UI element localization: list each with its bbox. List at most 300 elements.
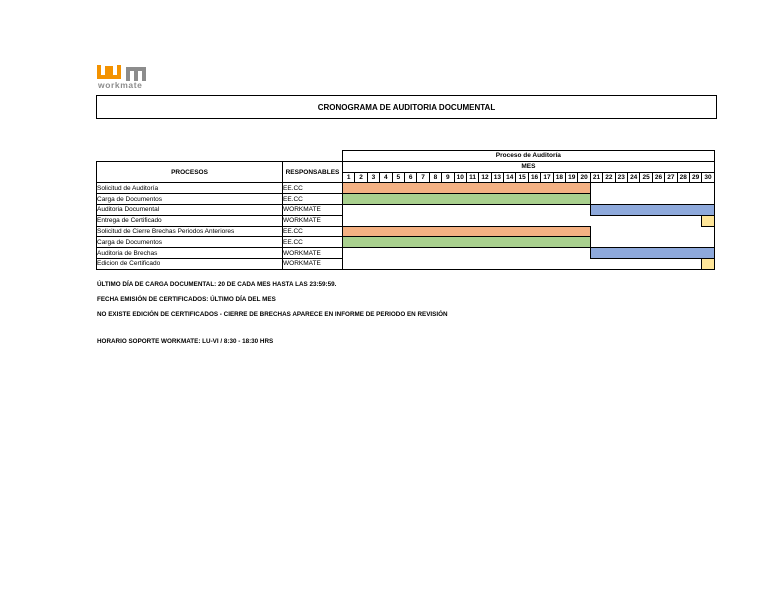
schedule-bar-cell <box>516 183 528 194</box>
schedule-bar-cell <box>343 194 355 205</box>
schedule-empty-cell <box>541 248 553 259</box>
schedule-bar-cell <box>491 183 503 194</box>
schedule-bar-cell <box>615 248 627 259</box>
schedule-empty-cell <box>627 237 639 248</box>
schedule-empty-cell <box>702 194 714 205</box>
schedule-empty-cell <box>566 215 578 226</box>
schedule-empty-cell <box>627 258 639 269</box>
table-row <box>97 194 715 205</box>
schedule-bar-cell <box>442 226 454 237</box>
schedule-empty-cell <box>553 248 565 259</box>
schedule-empty-cell <box>429 204 441 215</box>
schedule-empty-cell <box>404 215 416 226</box>
schedule-bar-cell <box>702 258 714 269</box>
schedule-bar-cell <box>590 204 602 215</box>
day-header: 17 <box>541 172 553 183</box>
schedule-empty-cell <box>528 215 540 226</box>
schedule-empty-cell <box>392 215 404 226</box>
schedule-bar-cell <box>677 204 689 215</box>
schedule-bar-cell <box>702 204 714 215</box>
day-header: 9 <box>442 172 454 183</box>
note-no-edition: NO EXISTE EDICIÓN DE CERTIFICADOS - CIERRE DE BRECHAS APARECE EN INFORME DE PERIODO EN REVISIÓN <box>97 311 448 318</box>
schedule-bar-cell <box>380 183 392 194</box>
schedule-empty-cell <box>528 258 540 269</box>
schedule-empty-cell <box>615 237 627 248</box>
schedule-empty-cell <box>479 204 491 215</box>
schedule-bar-cell <box>504 194 516 205</box>
schedule-bar-cell <box>417 183 429 194</box>
day-header: 12 <box>479 172 491 183</box>
schedule-empty-cell <box>417 204 429 215</box>
schedule-bar-cell <box>392 194 404 205</box>
schedule-empty-cell <box>640 194 652 205</box>
schedule-empty-cell <box>615 258 627 269</box>
schedule-empty-cell <box>528 248 540 259</box>
schedule-bar-cell <box>355 194 367 205</box>
schedule-empty-cell <box>479 248 491 259</box>
schedule-bar-cell <box>367 183 379 194</box>
schedule-empty-cell <box>541 215 553 226</box>
note-last-upload-day: ÚLTIMO DÍA DE CARGA DOCUMENTAL: 20 DE CADA MES HASTA LAS 23:59:59. <box>97 281 337 288</box>
schedule-bar-cell <box>479 226 491 237</box>
process-cell: Auditoria de Brechas <box>97 248 283 259</box>
day-header: 16 <box>528 172 540 183</box>
schedule-empty-cell <box>627 194 639 205</box>
schedule-bar-cell <box>516 237 528 248</box>
day-header: 6 <box>404 172 416 183</box>
schedule-bar-cell <box>566 194 578 205</box>
schedule-empty-cell <box>454 258 466 269</box>
schedule-empty-cell <box>380 258 392 269</box>
schedule-empty-cell <box>516 215 528 226</box>
day-header: 30 <box>702 172 714 183</box>
schedule-bar-cell <box>404 226 416 237</box>
schedule-empty-cell <box>615 215 627 226</box>
schedule-bar-cell <box>355 237 367 248</box>
schedule-empty-cell <box>367 248 379 259</box>
schedule-empty-cell <box>404 248 416 259</box>
day-header: 14 <box>504 172 516 183</box>
schedule-empty-cell <box>578 215 590 226</box>
schedule-empty-cell <box>417 215 429 226</box>
schedule-bar-cell <box>355 226 367 237</box>
schedule-empty-cell <box>615 194 627 205</box>
schedule-empty-cell <box>677 226 689 237</box>
schedule-empty-cell <box>689 194 701 205</box>
day-header: 19 <box>566 172 578 183</box>
schedule-empty-cell <box>590 237 602 248</box>
schedule-bar-cell <box>504 226 516 237</box>
schedule-empty-cell <box>367 258 379 269</box>
day-header: 28 <box>677 172 689 183</box>
schedule-bar-cell <box>491 226 503 237</box>
schedule-bar-cell <box>541 226 553 237</box>
workmate-logo-icon <box>97 62 177 90</box>
schedule-empty-cell <box>491 258 503 269</box>
schedule-empty-cell <box>429 215 441 226</box>
schedule-bar-cell <box>442 194 454 205</box>
schedule-empty-cell <box>380 215 392 226</box>
schedule-bar-cell <box>454 194 466 205</box>
responsible-cell: WORKMATE <box>283 204 343 215</box>
schedule-empty-cell <box>404 258 416 269</box>
schedule-bar-cell <box>504 237 516 248</box>
schedule-empty-cell <box>392 204 404 215</box>
schedule-empty-cell <box>504 248 516 259</box>
table-row <box>97 248 715 259</box>
schedule-bar-cell <box>528 226 540 237</box>
schedule-empty-cell <box>689 226 701 237</box>
note-certificate-date: FECHA EMISIÓN DE CERTIFICADOS: ÚLTIMO DÍA DEL MES <box>97 296 276 303</box>
schedule-bar-cell <box>392 183 404 194</box>
schedule-empty-cell <box>355 248 367 259</box>
schedule-bar-cell <box>442 183 454 194</box>
schedule-bar-cell <box>603 204 615 215</box>
schedule-empty-cell <box>677 215 689 226</box>
schedule-bar-cell <box>417 237 429 248</box>
schedule-empty-cell <box>491 215 503 226</box>
schedule-empty-cell <box>640 226 652 237</box>
schedule-empty-cell <box>516 204 528 215</box>
day-header: 25 <box>640 172 652 183</box>
schedule-empty-cell <box>367 204 379 215</box>
schedule-empty-cell <box>466 215 478 226</box>
schedule-empty-cell <box>479 258 491 269</box>
schedule-empty-cell <box>677 183 689 194</box>
schedule-bar-cell <box>702 215 714 226</box>
schedule-bar-cell <box>553 237 565 248</box>
schedule-bar-cell <box>528 237 540 248</box>
schedule-bar-cell <box>404 237 416 248</box>
schedule-empty-cell <box>689 237 701 248</box>
schedule-empty-cell <box>615 226 627 237</box>
schedule-empty-cell <box>665 237 677 248</box>
schedule-bar-cell <box>566 226 578 237</box>
day-header: 27 <box>665 172 677 183</box>
schedule-empty-cell <box>553 258 565 269</box>
workmate-logo <box>97 62 177 90</box>
schedule-empty-cell <box>627 183 639 194</box>
process-cell: Entrega de Certificado <box>97 215 283 226</box>
schedule-empty-cell <box>652 226 664 237</box>
schedule-empty-cell <box>442 204 454 215</box>
day-header: 1 <box>343 172 355 183</box>
table-row <box>97 258 715 269</box>
schedule-empty-cell <box>640 258 652 269</box>
schedule-empty-cell <box>566 258 578 269</box>
schedule-empty-cell <box>590 215 602 226</box>
schedule-empty-cell <box>603 194 615 205</box>
schedule-bar-cell <box>380 226 392 237</box>
schedule-empty-cell <box>343 258 355 269</box>
schedule-bar-cell <box>627 248 639 259</box>
schedule-bar-cell <box>466 183 478 194</box>
schedule-bar-cell <box>429 194 441 205</box>
schedule-bar-cell <box>528 183 540 194</box>
schedule-bar-cell <box>553 183 565 194</box>
schedule-bar-cell <box>380 194 392 205</box>
schedule-bar-cell <box>417 194 429 205</box>
schedule-bar-cell <box>665 248 677 259</box>
schedule-empty-cell <box>702 226 714 237</box>
schedule-empty-cell <box>367 215 379 226</box>
schedule-empty-cell <box>541 258 553 269</box>
schedule-bar-cell <box>466 226 478 237</box>
schedule-bar-cell <box>689 248 701 259</box>
schedule-bar-cell <box>429 226 441 237</box>
schedule-bar-cell <box>417 226 429 237</box>
schedule-empty-cell <box>516 248 528 259</box>
day-header: 7 <box>417 172 429 183</box>
schedule-empty-cell <box>392 248 404 259</box>
schedule-empty-cell <box>652 183 664 194</box>
schedule-bar-cell <box>343 237 355 248</box>
schedule-bar-cell <box>392 226 404 237</box>
schedule-empty-cell <box>442 248 454 259</box>
day-header: 22 <box>603 172 615 183</box>
schedule-bar-cell <box>479 183 491 194</box>
schedule-bar-cell <box>615 204 627 215</box>
responsible-cell: WORKMATE <box>283 248 343 259</box>
schedule-empty-cell <box>566 204 578 215</box>
schedule-empty-cell <box>590 226 602 237</box>
schedule-empty-cell <box>553 204 565 215</box>
schedule-empty-cell <box>454 248 466 259</box>
table-row <box>97 215 715 226</box>
schedule-bar-cell <box>491 237 503 248</box>
schedule-empty-cell <box>665 226 677 237</box>
schedule-empty-cell <box>652 194 664 205</box>
schedule-empty-cell <box>429 248 441 259</box>
schedule-empty-cell <box>627 226 639 237</box>
schedule-empty-cell <box>355 204 367 215</box>
schedule-bar-cell <box>404 194 416 205</box>
responsible-cell: WORKMATE <box>283 215 343 226</box>
svg-text:workmate: workmate <box>98 80 143 90</box>
day-header: 8 <box>429 172 441 183</box>
schedule-empty-cell <box>491 204 503 215</box>
table-row <box>97 237 715 248</box>
schedule-bar-cell <box>367 226 379 237</box>
schedule-bar-cell <box>541 237 553 248</box>
schedule-bar-cell <box>590 248 602 259</box>
schedule-empty-cell <box>665 215 677 226</box>
schedule-bar-cell <box>566 183 578 194</box>
schedule-bar-cell <box>516 194 528 205</box>
schedule-bar-cell <box>541 194 553 205</box>
schedule-empty-cell <box>640 183 652 194</box>
schedule-empty-cell <box>466 248 478 259</box>
schedule-bar-cell <box>689 204 701 215</box>
schedule-empty-cell <box>603 215 615 226</box>
schedule-empty-cell <box>689 258 701 269</box>
schedule-bar-cell <box>343 226 355 237</box>
schedule-bar-cell <box>665 204 677 215</box>
responsible-cell: EE.CC <box>283 226 343 237</box>
day-header: 26 <box>652 172 664 183</box>
schedule-bar-cell <box>553 226 565 237</box>
schedule-empty-cell <box>702 237 714 248</box>
schedule-empty-cell <box>466 258 478 269</box>
schedule-empty-cell <box>380 248 392 259</box>
schedule-empty-cell <box>454 215 466 226</box>
schedule-bar-cell <box>367 194 379 205</box>
schedule-bar-cell <box>479 194 491 205</box>
column-header-processes: PROCESOS <box>97 161 283 183</box>
schedule-empty-cell <box>466 204 478 215</box>
schedule-bar-cell <box>652 204 664 215</box>
month-header: MES <box>343 161 715 172</box>
schedule-empty-cell <box>603 237 615 248</box>
schedule-empty-cell <box>665 183 677 194</box>
schedule-bar-cell <box>541 183 553 194</box>
schedule-bar-cell <box>429 237 441 248</box>
schedule-bar-cell <box>442 237 454 248</box>
day-header: 2 <box>355 172 367 183</box>
group-header: Proceso de Auditoría <box>343 151 715 162</box>
schedule-empty-cell <box>454 204 466 215</box>
schedule-empty-cell <box>553 215 565 226</box>
schedule-empty-cell <box>702 183 714 194</box>
schedule-bar-cell <box>466 194 478 205</box>
schedule-empty-cell <box>590 194 602 205</box>
schedule-bar-cell <box>479 237 491 248</box>
schedule-empty-cell <box>652 215 664 226</box>
schedule-bar-cell <box>553 194 565 205</box>
schedule-empty-cell <box>590 258 602 269</box>
schedule-bar-cell <box>640 248 652 259</box>
schedule-bar-cell <box>578 226 590 237</box>
schedule-empty-cell <box>417 258 429 269</box>
schedule-empty-cell <box>652 258 664 269</box>
schedule-empty-cell <box>504 258 516 269</box>
schedule-empty-cell <box>640 215 652 226</box>
day-header: 11 <box>466 172 478 183</box>
schedule-bar-cell <box>640 204 652 215</box>
day-header: 5 <box>392 172 404 183</box>
schedule-empty-cell <box>343 215 355 226</box>
day-header: 18 <box>553 172 565 183</box>
responsible-cell: EE.CC <box>283 194 343 205</box>
schedule-bar-cell <box>454 183 466 194</box>
schedule-bar-cell <box>627 204 639 215</box>
schedule-empty-cell <box>491 248 503 259</box>
schedule-empty-cell <box>429 258 441 269</box>
schedule-bar-cell <box>404 183 416 194</box>
schedule-bar-cell <box>466 237 478 248</box>
schedule-empty-cell <box>516 258 528 269</box>
column-header-responsibles: RESPONSABLES <box>283 161 343 183</box>
schedule-empty-cell <box>603 183 615 194</box>
schedule-empty-cell <box>689 215 701 226</box>
schedule-empty-cell <box>652 237 664 248</box>
schedule-empty-cell <box>590 183 602 194</box>
schedule-bar-cell <box>491 194 503 205</box>
schedule-empty-cell <box>442 258 454 269</box>
schedule-bar-cell <box>429 183 441 194</box>
schedule-bar-cell <box>504 183 516 194</box>
responsible-cell: EE.CC <box>283 183 343 194</box>
schedule-empty-cell <box>578 204 590 215</box>
schedule-empty-cell <box>603 258 615 269</box>
schedule-empty-cell <box>665 194 677 205</box>
day-header: 13 <box>491 172 503 183</box>
process-cell: Carga de Documentos <box>97 237 283 248</box>
schedule-empty-cell <box>578 248 590 259</box>
table-row <box>97 183 715 194</box>
schedule-table <box>96 150 715 270</box>
schedule-empty-cell <box>677 194 689 205</box>
table-row <box>97 204 715 215</box>
day-header: 23 <box>615 172 627 183</box>
process-cell: Edicion de Certificado <box>97 258 283 269</box>
schedule-bar-cell <box>392 237 404 248</box>
day-header: 10 <box>454 172 466 183</box>
schedule-bar-cell <box>702 248 714 259</box>
schedule-bar-cell <box>454 237 466 248</box>
schedule-bar-cell <box>528 194 540 205</box>
schedule-bar-cell <box>343 183 355 194</box>
schedule-empty-cell <box>578 258 590 269</box>
schedule-empty-cell <box>343 204 355 215</box>
schedule-bar-cell <box>578 183 590 194</box>
schedule-bar-cell <box>652 248 664 259</box>
schedule-bar-cell <box>603 248 615 259</box>
day-header: 29 <box>689 172 701 183</box>
schedule-empty-cell <box>404 204 416 215</box>
day-header: 20 <box>578 172 590 183</box>
schedule-empty-cell <box>615 183 627 194</box>
schedule-bar-cell <box>578 194 590 205</box>
schedule-empty-cell <box>380 204 392 215</box>
note-support-hours: HORARIO SOPORTE WORKMATE: LU-VI / 8:30 - 18:30 HRS <box>97 338 274 345</box>
schedule-bar-cell <box>355 183 367 194</box>
schedule-empty-cell <box>355 258 367 269</box>
schedule-empty-cell <box>528 204 540 215</box>
responsible-cell: WORKMATE <box>283 258 343 269</box>
schedule-bar-cell <box>677 248 689 259</box>
process-cell: Carga de Documentos <box>97 194 283 205</box>
schedule-empty-cell <box>479 215 491 226</box>
schedule-empty-cell <box>677 237 689 248</box>
schedule-empty-cell <box>343 248 355 259</box>
schedule-empty-cell <box>541 204 553 215</box>
schedule-empty-cell <box>566 248 578 259</box>
schedule-empty-cell <box>355 215 367 226</box>
schedule-bar-cell <box>566 237 578 248</box>
schedule-empty-cell <box>417 248 429 259</box>
schedule-empty-cell <box>442 215 454 226</box>
schedule-bar-cell <box>578 237 590 248</box>
day-header: 21 <box>590 172 602 183</box>
responsible-cell: EE.CC <box>283 237 343 248</box>
document-title: CRONOGRAMA DE AUDITORIA DOCUMENTAL <box>96 95 717 119</box>
process-cell: Solicitud de Auditoría <box>97 183 283 194</box>
day-header: 3 <box>367 172 379 183</box>
schedule-empty-cell <box>627 215 639 226</box>
schedule-empty-cell <box>603 226 615 237</box>
schedule-bar-cell <box>516 226 528 237</box>
process-cell: Auditoria Documental <box>97 204 283 215</box>
schedule-empty-cell <box>665 258 677 269</box>
schedule-bar-cell <box>380 237 392 248</box>
process-cell: Solicitud de Cierre Brechas Periodos Anteriores <box>97 226 283 237</box>
schedule-empty-cell <box>392 258 404 269</box>
day-header: 4 <box>380 172 392 183</box>
schedule-empty-cell <box>504 215 516 226</box>
schedule-empty-cell <box>689 183 701 194</box>
table-row <box>97 226 715 237</box>
